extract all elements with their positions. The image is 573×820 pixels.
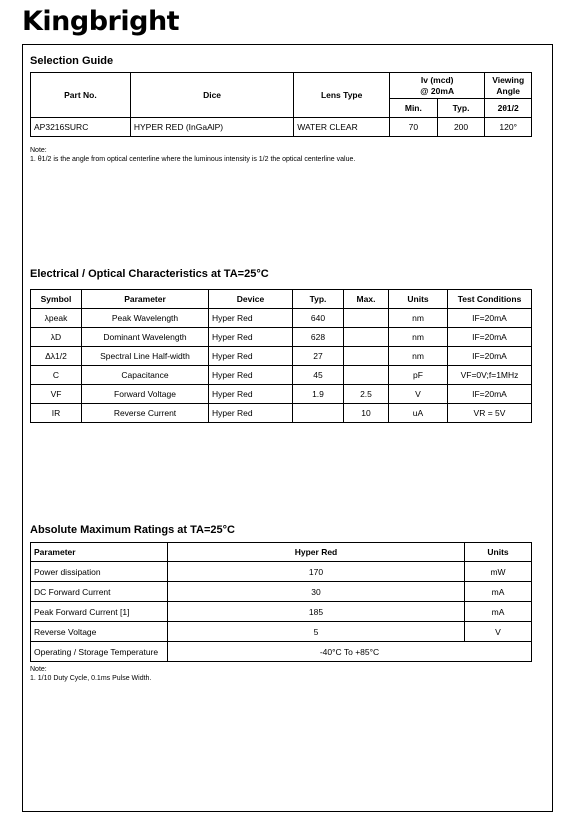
cell-units: V: [465, 622, 532, 642]
cell-units: uA: [389, 404, 448, 423]
cell-test-conditions: VF=0V;f=1MHz: [448, 366, 532, 385]
cell-typ: 1.9: [293, 385, 344, 404]
cell-parameter: Peak Forward Current [1]: [31, 602, 168, 622]
table-row: [31, 328, 532, 347]
header-viewing-angle: [485, 73, 532, 99]
cell-device: Hyper Red: [209, 309, 293, 328]
cell-symbol: λpeak: [31, 309, 82, 328]
absolute-table: [30, 542, 532, 662]
cell-symbol: IR: [31, 404, 82, 423]
table-row: [31, 642, 532, 662]
cell-device: Hyper Red: [209, 366, 293, 385]
absolute-note-title: Note:: [30, 666, 47, 673]
cell-lens: WATER CLEAR: [294, 118, 390, 137]
cell-parameter: Peak Wavelength: [82, 309, 209, 328]
table-row: [31, 582, 532, 602]
header-max: Max.: [344, 290, 389, 309]
header-viewing-line2: Angle: [496, 85, 520, 96]
absolute-title: Absolute Maximum Ratings at TA=25°C: [30, 524, 235, 536]
selection-note-title: Note:: [30, 147, 47, 154]
cell-iv-min: 70: [390, 118, 438, 137]
header-device: Device: [209, 290, 293, 309]
selection-guide-title: Selection Guide: [30, 55, 114, 67]
cell-test-conditions: VR = 5V: [448, 404, 532, 423]
cell-parameter: Capacitance: [82, 366, 209, 385]
cell-typ: 640: [293, 309, 344, 328]
cell-test-conditions: IF=20mA: [448, 385, 532, 404]
table-row: [31, 562, 532, 582]
cell-max: [344, 366, 389, 385]
cell-typ: 45: [293, 366, 344, 385]
cell-parameter: Power dissipation: [31, 562, 168, 582]
cell-symbol: λD: [31, 328, 82, 347]
header-viewing-line1: Viewing: [492, 74, 525, 85]
table-row: [31, 602, 532, 622]
table-row: [31, 385, 532, 404]
cell-dice: HYPER RED (InGaAlP): [130, 118, 293, 137]
cell-value: 30: [168, 582, 465, 602]
cell-max: [344, 309, 389, 328]
cell-parameter: Reverse Current: [82, 404, 209, 423]
cell-units: nm: [389, 347, 448, 366]
cell-iv-typ: 200: [437, 118, 485, 137]
cell-symbol: C: [31, 366, 82, 385]
header-iv-line1: Iv (mcd): [420, 74, 454, 85]
header-iv-line2: @ 20mA: [420, 85, 455, 96]
cell-typ: 27: [293, 347, 344, 366]
cell-device: Hyper Red: [209, 328, 293, 347]
cell-device: Hyper Red: [209, 347, 293, 366]
header-units: Units: [389, 290, 448, 309]
absolute-note: [30, 665, 151, 683]
cell-max: [344, 347, 389, 366]
header-typ: Typ.: [293, 290, 344, 309]
cell-units: nm: [389, 309, 448, 328]
cell-device: Hyper Red: [209, 385, 293, 404]
cell-max: 2.5: [344, 385, 389, 404]
cell-typ: 628: [293, 328, 344, 347]
cell-units: mA: [465, 602, 532, 622]
header-lens-type: Lens Type: [294, 73, 390, 118]
table-row: [31, 404, 532, 423]
cell-max: 10: [344, 404, 389, 423]
header-iv: [390, 73, 485, 99]
header-units: Units: [465, 543, 532, 562]
cell-device: Hyper Red: [209, 404, 293, 423]
cell-units: pF: [389, 366, 448, 385]
cell-units: mA: [465, 582, 532, 602]
cell-symbol: Δλ1/2: [31, 347, 82, 366]
header-hyper-red: Hyper Red: [168, 543, 465, 562]
cell-value: 5: [168, 622, 465, 642]
cell-max: [344, 328, 389, 347]
cell-units: mW: [465, 562, 532, 582]
header-part-no: Part No.: [31, 73, 131, 118]
selection-note: [30, 146, 355, 164]
cell-parameter: Spectral Line Half-width: [82, 347, 209, 366]
cell-units: nm: [389, 328, 448, 347]
header-view-angle-symbol: 2θ1/2: [485, 99, 532, 118]
header-symbol: Symbol: [31, 290, 82, 309]
electrical-table: [30, 289, 532, 423]
electrical-title: Electrical / Optical Characteristics at TA=25°C: [30, 268, 269, 280]
cell-angle: 120°: [485, 118, 532, 137]
cell-parameter: DC Forward Current: [31, 582, 168, 602]
cell-test-conditions: IF=20mA: [448, 347, 532, 366]
header-min: Min.: [390, 99, 438, 118]
header-dice: Dice: [130, 73, 293, 118]
selection-guide-table: [30, 72, 532, 137]
table-row: [31, 366, 532, 385]
absolute-note-text: 1. 1/10 Duty Cycle, 0.1ms Pulse Width.: [30, 675, 152, 682]
cell-value: -40°C To +85°C: [168, 642, 532, 662]
table-row: [31, 622, 532, 642]
header-parameter: Parameter: [82, 290, 209, 309]
header-typ: Typ.: [437, 99, 485, 118]
cell-value: 185: [168, 602, 465, 622]
cell-part-no: AP3216SURC: [31, 118, 131, 137]
cell-symbol: VF: [31, 385, 82, 404]
brand-logo: Kingbright: [22, 6, 180, 37]
selection-note-text: 1. θ1/2 is the angle from optical centerline where the luminous intensity is 1/2 the optical centerline value.: [30, 156, 356, 163]
header-parameter: Parameter: [31, 543, 168, 562]
cell-parameter: Operating / Storage Temperature: [31, 642, 168, 662]
table-row: [31, 347, 532, 366]
header-test-conditions: Test Conditions: [448, 290, 532, 309]
cell-parameter: Forward Voltage: [82, 385, 209, 404]
cell-units: V: [389, 385, 448, 404]
cell-parameter: Reverse Voltage: [31, 622, 168, 642]
cell-parameter: Dominant Wavelength: [82, 328, 209, 347]
cell-test-conditions: IF=20mA: [448, 328, 532, 347]
cell-value: 170: [168, 562, 465, 582]
table-row: [31, 309, 532, 328]
cell-test-conditions: IF=20mA: [448, 309, 532, 328]
cell-typ: [293, 404, 344, 423]
